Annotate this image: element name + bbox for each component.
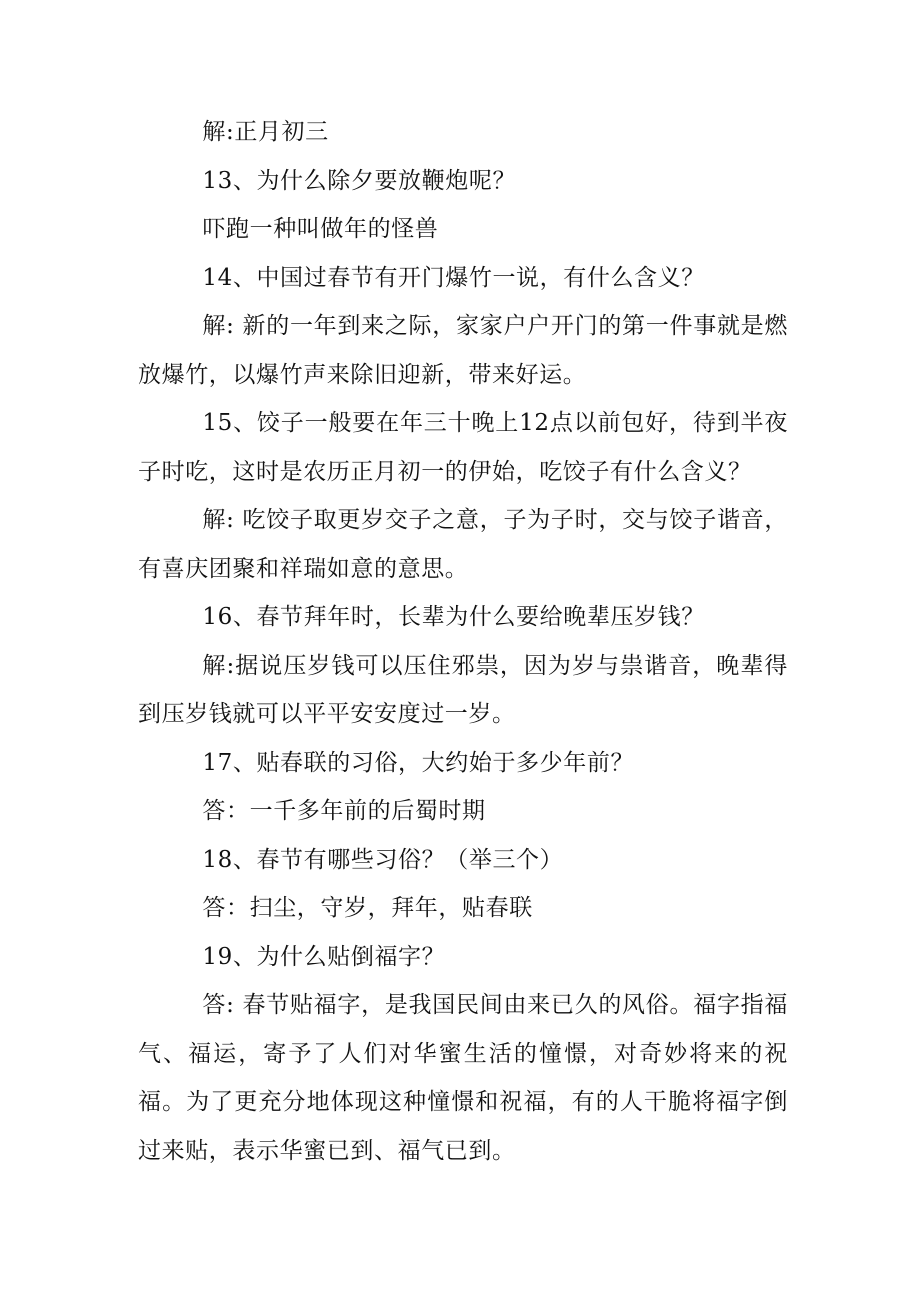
answer-14: 解: 新的一年到来之际，家家户户开门的第一件事就是燃放爆竹，以爆竹声来除旧迎新，带来好运。 [138,313,788,388]
document-body [138,108,788,1175]
question-14: 14、中国过春节有开门爆竹一说，有什么含义？ [202,264,705,291]
question-19: 19、为什么贴倒福字？ [202,943,446,970]
answer-13: 吓跑一种叫做年的怪兽 [202,216,439,242]
question-15: 15、饺子一般要在年三十晚上12点以前包好，待到半夜子时吃，这时是农历正月初一的伊始，吃饺子有什么含义？ [138,410,788,485]
answer-17: 答：一千多年前的后蜀时期 [202,798,486,824]
answer-15: 解: 吃饺子取更岁交子之意，子为子时，交与饺子谐音，有喜庆团聚和祥瑞如意的意思。 [138,507,788,582]
question-16: 16、春节拜年时，长辈为什么要给晚辈压岁钱？ [202,604,705,630]
answer-paragraph: 解:正月初三 [202,119,329,145]
answer-16: 解:据说压岁钱可以压住邪祟，因为岁与祟谐音，晚辈得到压岁钱就可以平平安安度过一岁。 [138,652,788,727]
answer-18: 答：扫尘，守岁，拜年，贴春联 [202,895,533,921]
question-17: 17、贴春联的习俗，大约始于多少年前？ [202,749,635,776]
question-18: 18、春节有哪些习俗？（举三个） [202,846,564,873]
question-13: 13、为什么除夕要放鞭炮呢？ [202,167,517,194]
answer-19: 答: 春节贴福字，是我国民间由来已久的风俗。福字指福气、福运，寄予了人们对华蜜生活的憧憬，对奇妙将来的祝福。为了更充分地体现这种憧憬和祝福，有的人干脆将福字倒过来贴，表示华蜜已到、福气已到。 [138,992,788,1164]
